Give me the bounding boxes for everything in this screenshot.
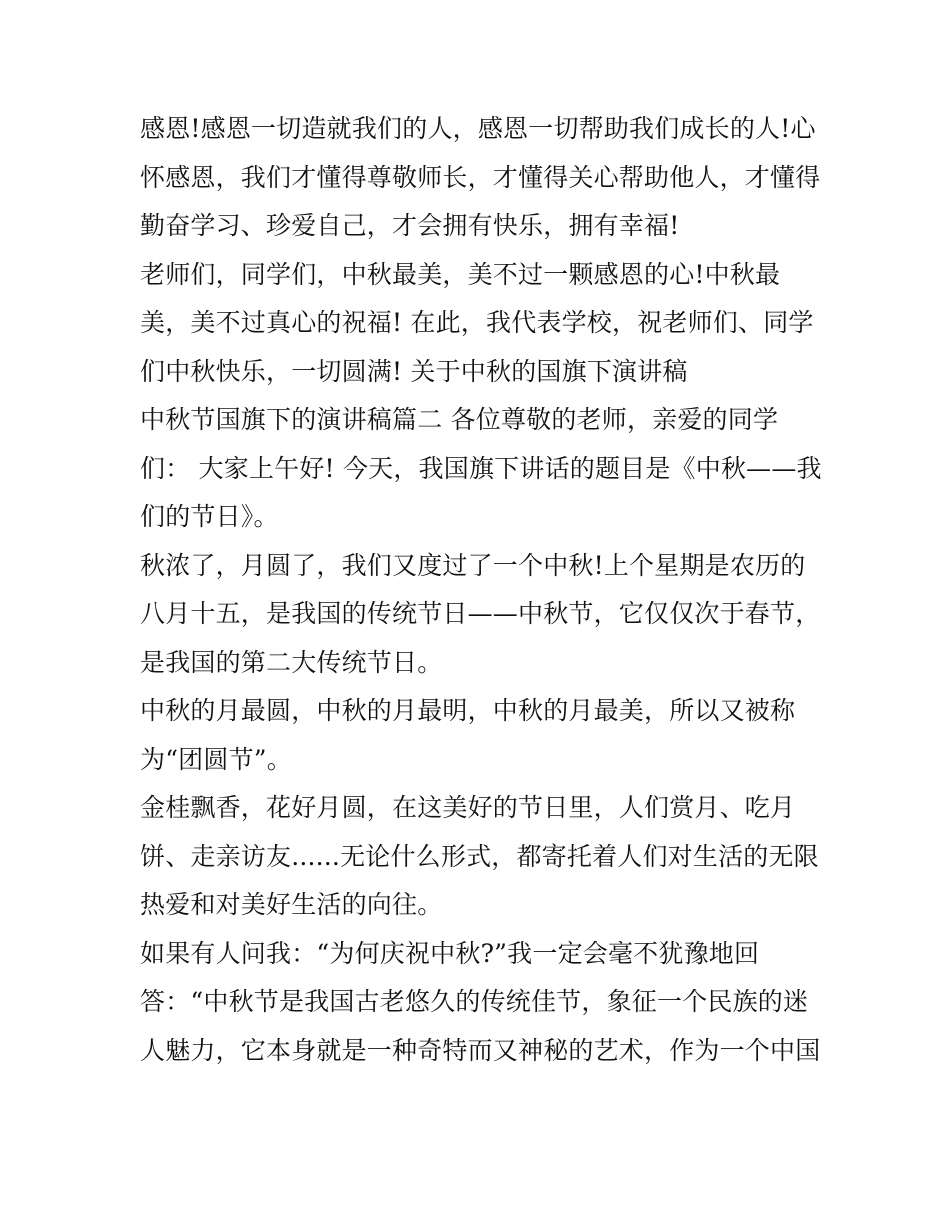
text-line: 老师们，同学们，中秋最美，美不过一颗感恩的心!中秋最 bbox=[140, 259, 781, 289]
text-line: 金桂飘香，花好月圆，在这美好的节日里，人们赏月、吃月 bbox=[140, 793, 796, 822]
text-line: 是我国的第二大传统节日。 bbox=[140, 647, 443, 677]
text-line: 八月十五，是我国的传统节日——中秋节，它仅仅次于春节， bbox=[140, 599, 821, 628]
text-line: 答：“中秋节是我国古老悠久的传统佳节，象征一个民族的迷 bbox=[140, 987, 809, 1016]
text-line: 中秋节国旗下的演讲稿篇二 各位尊敬的老师，亲爱的同学 bbox=[140, 405, 779, 434]
text-line: 怀感恩，我们才懂得尊敬师长，才懂得关心帮助他人，才懂得 bbox=[140, 162, 821, 192]
text-line: 们的节日》。 bbox=[140, 502, 279, 531]
text-line: 中秋的月最圆，中秋的月最明，中秋的月最美，所以又被称 bbox=[140, 696, 796, 725]
text-line: 热爱和对美好生活的向往。 bbox=[140, 890, 443, 919]
text-line: 人魅力，它本身就是一种奇特而又神秘的艺术，作为一个中国 bbox=[140, 1035, 821, 1065]
text-line: 勤奋学习、珍爱自己，才会拥有快乐，拥有幸福! bbox=[140, 211, 680, 240]
text-line: 饼、走亲访友......无论什么形式，都寄托着人们对生活的无限 bbox=[140, 841, 819, 871]
text-line: 如果有人问我：“为何庆祝中秋?”我一定会毫不犹豫地回 bbox=[140, 938, 760, 968]
document-body bbox=[140, 105, 820, 1075]
text-line: 感恩!感恩一切造就我们的人，感恩一切帮助我们成长的人!心 bbox=[140, 114, 816, 143]
text-line: 为“团圆节”。 bbox=[140, 744, 292, 774]
text-line: 们： 大家上午好! 今天，我国旗下讲话的题目是《中秋——我 bbox=[140, 453, 822, 483]
text-line: 秋浓了，月圆了，我们又度过了一个中秋!上个星期是农历的 bbox=[140, 550, 806, 580]
text-line: 美，美不过真心的祝福! 在此，我代表学校，祝老师们、同学 bbox=[140, 308, 814, 337]
text-line: 们中秋快乐，一切圆满! 关于中秋的国旗下演讲稿 bbox=[140, 356, 688, 386]
